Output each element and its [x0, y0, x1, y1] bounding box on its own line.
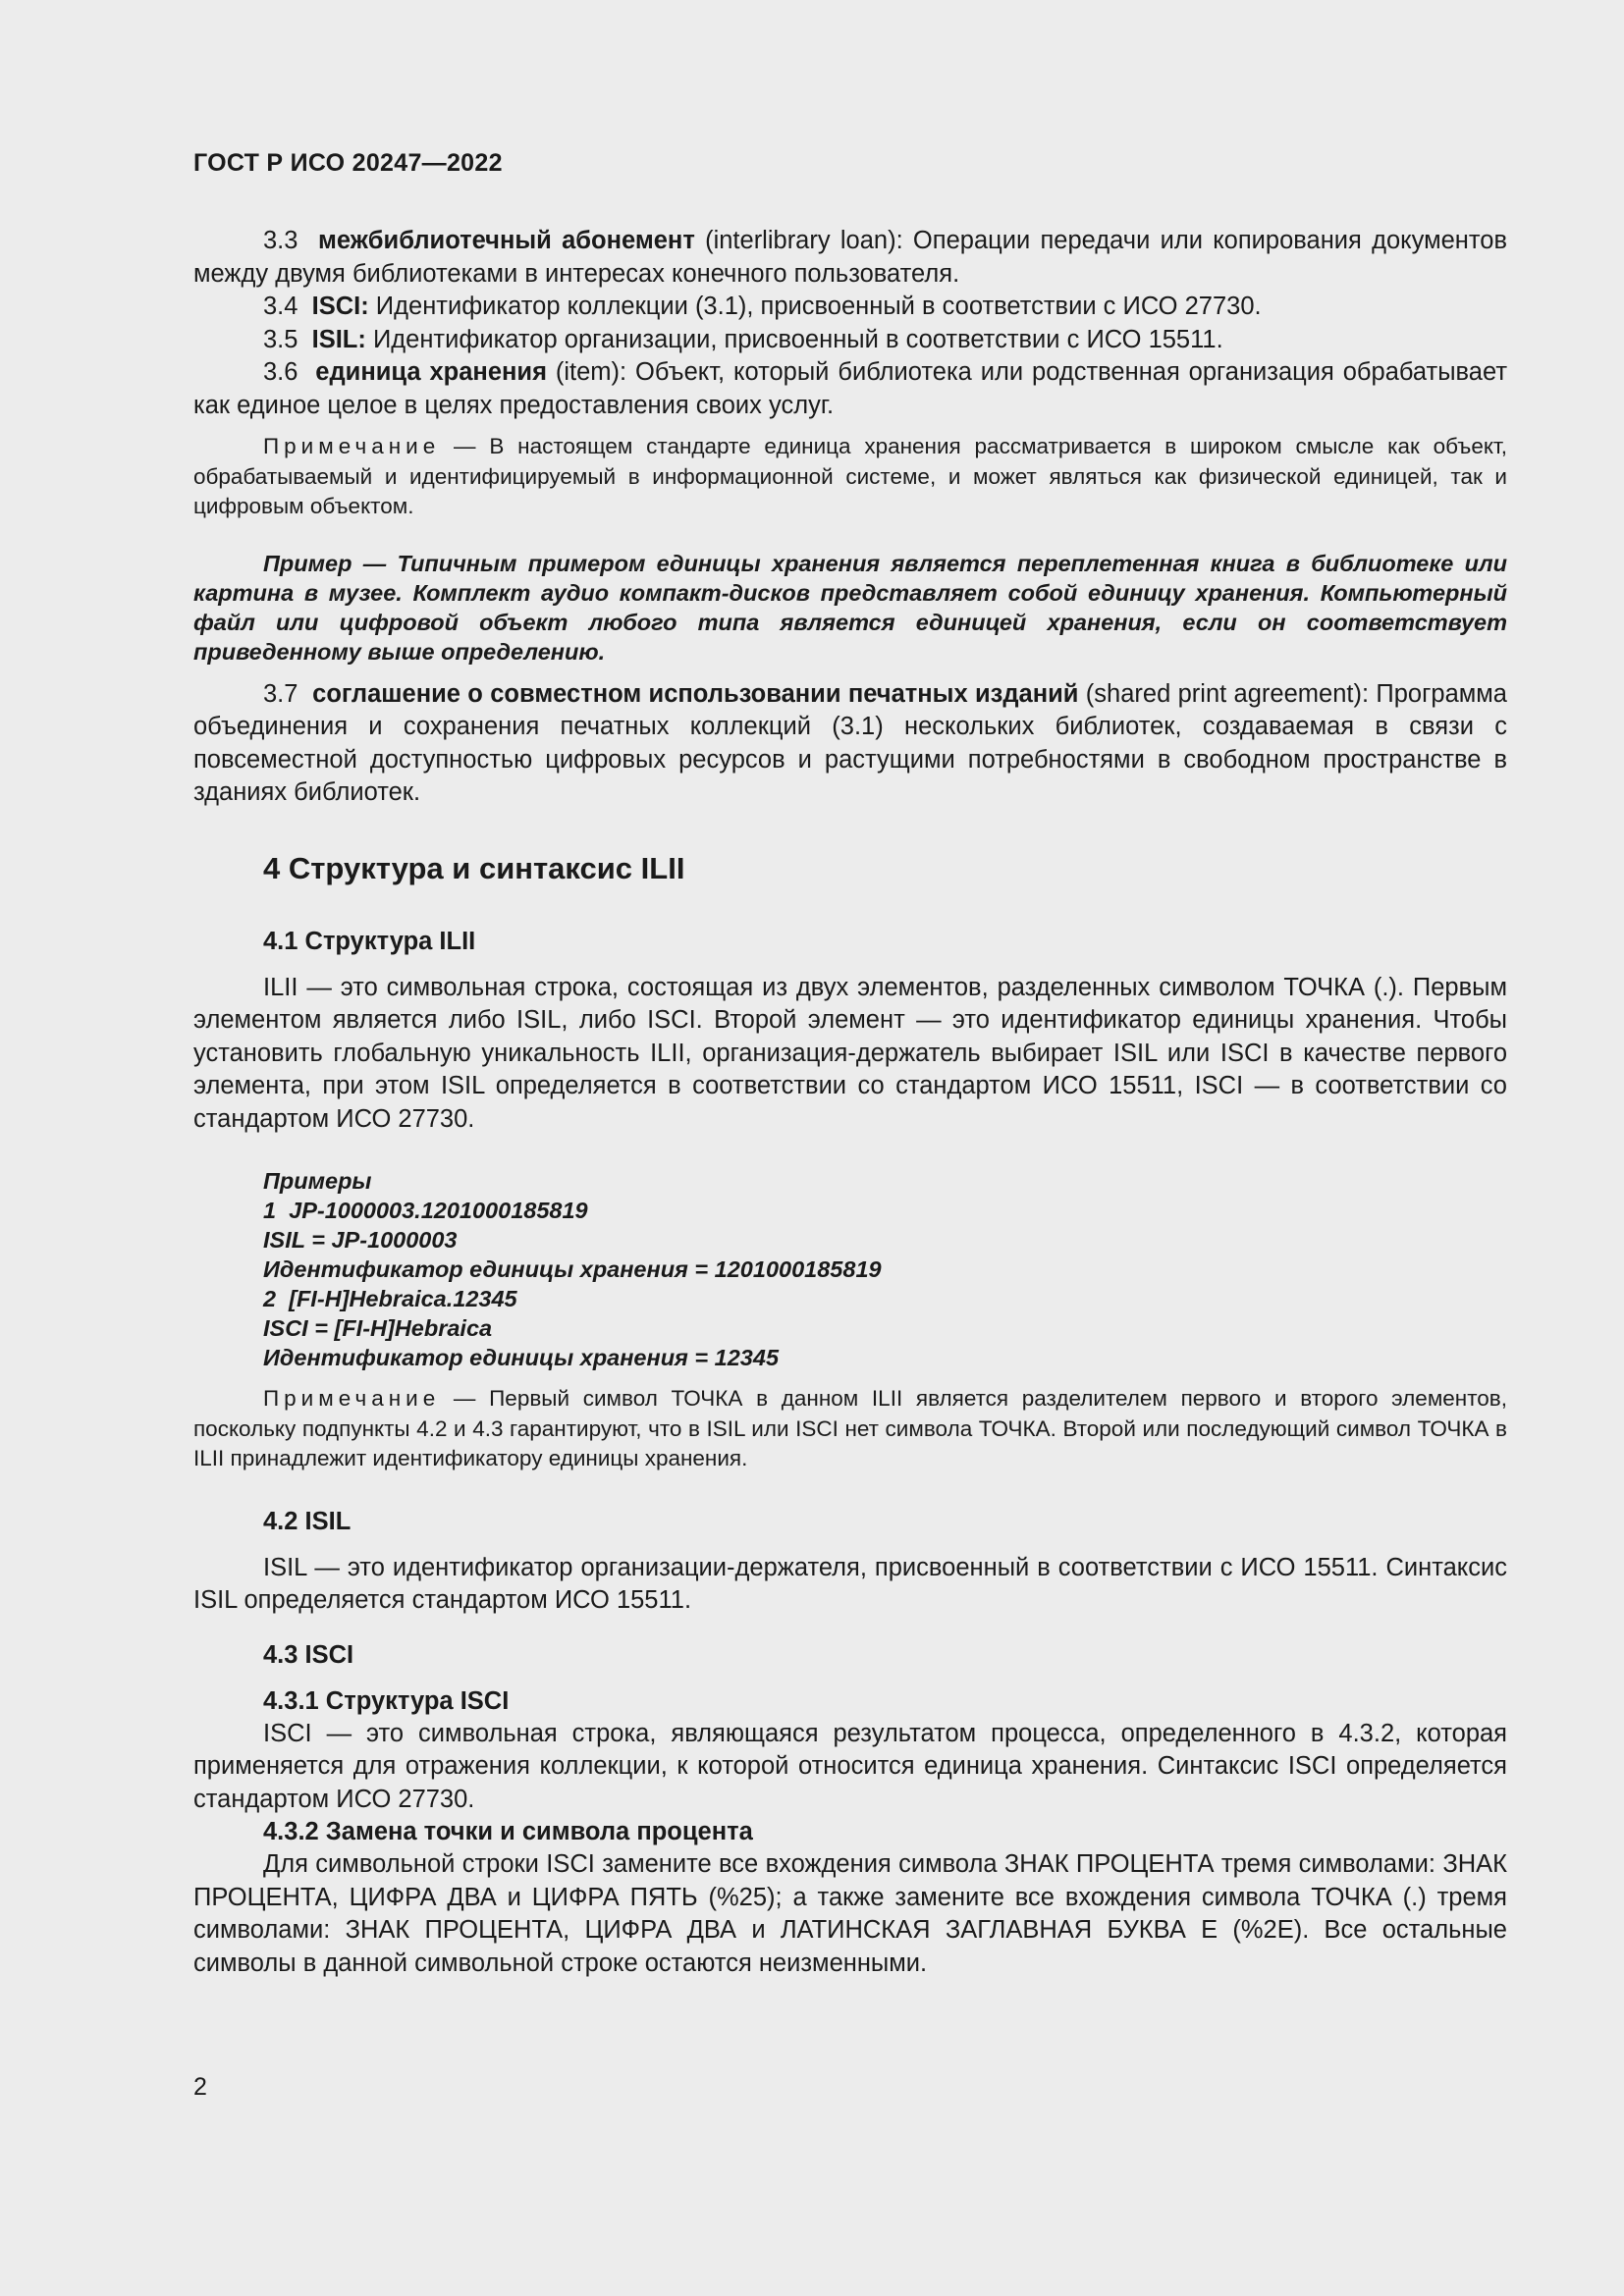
def-number: 3.5: [263, 325, 298, 353]
def-text: Идентификатор коллекции (3.1), присвоенный в соответствии с ИСО 27730.: [368, 293, 1262, 320]
def-text: (shared print agreement): Программа объединения и сохранения печатных коллекций (3.1) нескольких библиотек, создаваемая в связи с повсеместной доступностью цифровых ресурсов и растущими потребностями в свободном пространстве в зданиях библиотек.: [193, 679, 1507, 806]
example-line: ISIL = JP-1000003: [263, 1227, 458, 1253]
example-line: 1 JP-1000003.1201000185819: [263, 1198, 588, 1223]
section-4-heading: 4 Структура и синтаксис ILII: [263, 850, 685, 885]
example-3-6: Пример — Типичным примером единицы хранения является переплетенная книга в библиотеке или картина в музее. Комплект аудио компакт-дисков представляет собой единицу хранения. Компьютерный файл или цифровой объект любого типа является единицей хранения, если он соответствует приведенному выше определению.: [193, 550, 1507, 665]
def-number: 3.7: [263, 679, 298, 708]
example-line: Идентификатор единицы хранения = 1201000185819: [263, 1256, 882, 1282]
def-text: (item): Объект, который библиотека или родственная организация обрабатывает как единое целое в целях предоставления своих услуг.: [193, 358, 1507, 419]
def-number: 3.3: [263, 227, 298, 254]
note-text: — В настоящем стандарте единица хранения рассматривается в широком смысле как объект, обрабатываемый и идентифицируемый в информационной системе, и может являться как физической единицей, так и цифровым объектом.: [193, 434, 1507, 518]
page-content: [193, 225, 1507, 1980]
section-4-2-heading: 4.2 ISIL: [263, 1507, 352, 1535]
section-4-3-2-heading: 4.3.2 Замена точки и символа процента: [263, 1818, 753, 1845]
section-4-3-1-heading: 4.3.1 Структура ISCI: [263, 1686, 510, 1715]
def-text: Идентификатор организации, присвоенный в соответствии с ИСО 15511.: [365, 325, 1223, 353]
section-4-3-heading: 4.3 ISCI: [263, 1640, 354, 1669]
def-text: (interlibrary loan): Операции передачи или копирования документов между двумя библиотеками в интересах конечного пользователя.: [193, 227, 1507, 288]
def-number: 3.6: [263, 358, 298, 386]
section-4-1-text: ILII — это символьная строка, состоящая из двух элементов, разделенных символом ТОЧКА (.). Первым элементом является либо ISIL, либо ISCI. Второй элемент — это идентификатор единицы хранения. Чтобы установить глобальную уникальность ILII, организация-держатель выбирает ISIL или ISCI в качестве первого элемента, при этом ISIL определяется в соответствии со стандартом ИСО 15511, ISCI — в соответствии со стандартом ИСО 27730.: [193, 973, 1507, 1133]
page-number: 2: [193, 2073, 207, 2101]
definition-3-7: [193, 678, 1507, 810]
def-number: 3.4: [263, 293, 298, 320]
section-4-3-1-text: ISCI — это символьная строка, являющаяся результатом процесса, определенного в 4.3.2, которая применяется для отражения коллекции, к которой относится единица хранения. Синтаксис ISCI определяется стандартом ИСО 27730.: [193, 1719, 1507, 1813]
example-line: Идентификатор единицы хранения = 12345: [263, 1345, 780, 1370]
example-line: ISCI = [FI-H]Hebraica: [263, 1315, 493, 1341]
note-label: Примечание: [263, 1386, 441, 1411]
definition-3-5: [193, 324, 1507, 357]
examples-block: [263, 1166, 1507, 1372]
note-3-6: [193, 432, 1507, 522]
examples-title: Примеры: [263, 1168, 372, 1194]
section-4-3-2-text: Для символьной строки ISCI замените все вхождения символа ЗНАК ПРОЦЕНТА тремя символами: ЗНАК ПРОЦЕНТА, ЦИФРА ДВА и ЦИФРА ПЯТЬ (%25); а также замените все вхождения символа ТОЧКА (.) тремя символами: ЗНАК ПРОЦЕНТА, ЦИФРА ДВА и ЛАТИНСКАЯ ЗАГЛАВНАЯ БУКВА E (%2E). Все остальные символы в данной символьной строке остаются неизменными.: [193, 1850, 1507, 1977]
example-line: 2 [FI-H]Hebraica.12345: [263, 1286, 517, 1311]
document-header: ГОСТ Р ИСО 20247—2022: [193, 149, 503, 177]
def-term: соглашение о совместном использовании печатных изданий: [312, 679, 1079, 708]
def-term: межбиблиотечный абонемент: [318, 227, 695, 254]
definition-3-6: [193, 356, 1507, 422]
def-term: ISIL:: [311, 325, 366, 353]
note-text: — Первый символ ТОЧКА в данном ILII является разделителем первого и второго элементов, поскольку подпункты 4.2 и 4.3 гарантируют, что в ISIL или ISCI нет символа ТОЧКА. Второй или последующий символ ТОЧКА в ILII принадлежит идентификатору единицы хранения.: [193, 1386, 1507, 1470]
definition-3-3: [193, 225, 1507, 291]
section-4-1-heading: 4.1 Структура ILII: [263, 927, 476, 955]
def-term: ISCI:: [311, 293, 369, 320]
note-4-1: [193, 1384, 1507, 1474]
definition-3-4: [193, 291, 1507, 324]
note-label: Примечание: [263, 434, 441, 458]
section-4-2-text: ISIL — это идентификатор организации-держателя, присвоенный в соответствии с ИСО 15511. Синтаксис ISIL определяется стандартом ИСО 15511.: [193, 1553, 1507, 1614]
def-term: единица хранения: [315, 358, 547, 386]
